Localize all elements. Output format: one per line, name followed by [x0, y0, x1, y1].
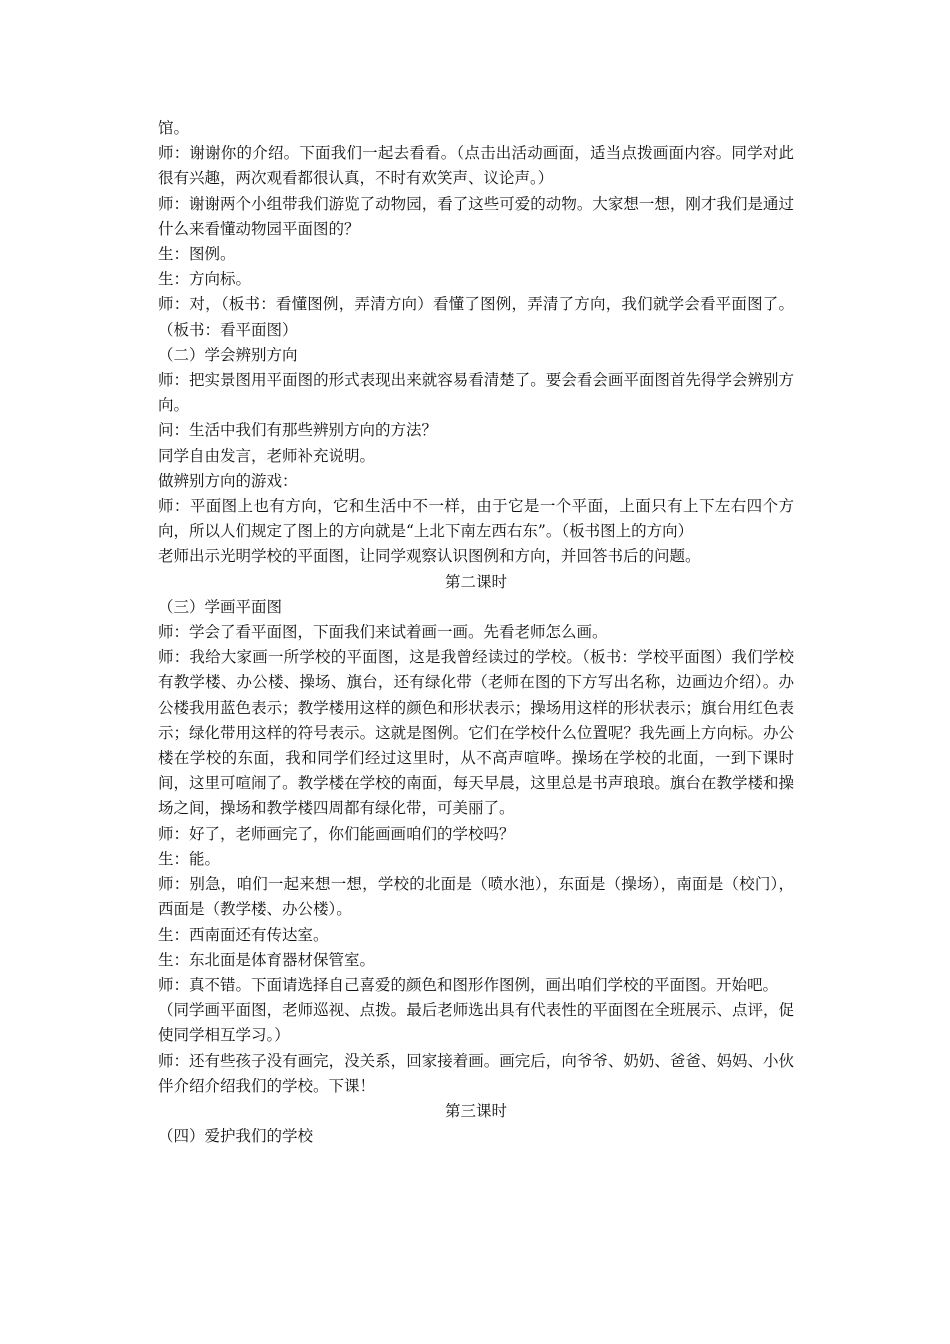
- paragraph-13: 老师出示光明学校的平面图，让同学观察认识图例和方向，并回答书后的问题。: [158, 547, 701, 566]
- paragraph-9: 问：生活中我们有那些辨别方向的方法？: [158, 421, 438, 440]
- lesson-heading-3: 第三课时: [444, 1101, 507, 1120]
- paragraph-5: 生：方向标。: [158, 270, 252, 289]
- paragraph-3: 师：谢谢两个小组带我们游览了动物园，看了这些可爱的动物。大家想一想，刚才我们是通过什么来看懂动物园平面图的？: [158, 194, 794, 238]
- paragraph-10: 同学自由发言，老师补充说明。: [158, 446, 376, 465]
- document-page: [158, 116, 794, 1149]
- paragraph-1: 馆。: [158, 119, 190, 137]
- paragraph-24: （同学画平面图，老师巡视、点拨。最后老师选出具有代表性的平面图在全班展示、点评，促使同学相互学习。）: [158, 1001, 794, 1045]
- paragraph-4: 生：图例。: [158, 245, 236, 264]
- lesson-heading-2: 第二课时: [444, 572, 507, 591]
- paragraph-18: 师：好了，老师画完了，你们能画画咱们的学校吗？: [158, 824, 515, 843]
- paragraph-6: 师：对，（板书：看懂图例，弄清方向）看懂了图例，弄清了方向，我们就学会看平面图了。（板书：看平面图）: [158, 295, 794, 339]
- paragraph-22: 生：东北面是体育器材保管室。: [158, 950, 376, 969]
- section-heading-4: （四）爱护我们的学校: [158, 1127, 314, 1146]
- section-heading-3: （三）学画平面图: [158, 597, 283, 616]
- paragraph-8: 师：把实景图用平面图的形式表现出来就容易看清楚了。要会看会画平面图首先得学会辨别方向。: [158, 371, 794, 415]
- paragraph-16: 师：学会了看平面图，下面我们来试着画一画。先看老师怎么画。: [158, 623, 608, 642]
- paragraph-19: 生：能。: [158, 849, 221, 868]
- paragraph-25: 师：还有些孩子没有画完，没关系，回家接着画。画完后，向爷爷、奶奶、爸爸、妈妈、小伙伴介绍介绍我们的学校。下课！: [158, 1051, 794, 1095]
- section-heading-2: （二）学会辨别方向: [158, 345, 298, 364]
- paragraph-12: 师：平面图上也有方向，它和生活中不一样，由于它是一个平面，上面只有上下左右四个方向，所以人们规定了图上的方向就是“上北下南左西右东”。（板书图上的方向）: [158, 497, 794, 541]
- paragraph-11: 做辨别方向的游戏：: [158, 471, 298, 490]
- paragraph-23: 师：真不错。下面请选择自己喜爱的颜色和图形作图例，画出咱们学校的平面图。开始吧。: [158, 975, 779, 994]
- paragraph-2: 师：谢谢你的介绍。下面我们一起去看看。（点击出活动画面，适当点拨画面内容。同学对此很有兴趣，两次观看都很认真，不时有欢笑声、议论声。）: [158, 144, 794, 188]
- paragraph-17: 师：我给大家画一所学校的平面图，这是我曾经读过的学校。（板书：学校平面图）我们学校有教学楼、办公楼、操场、旗台，还有绿化带（老师在图的下方写出名称，边画边介绍）。办公楼我用蓝色表示；教学楼用这样的颜色和形状表示；操场用这样的形状表示；旗台用红色表示；绿化带用这样的符号表示。这就是图例。它们在学校什么位置呢？我先画上方向标。办公楼在学校的东面，我和同学们经过这里时，从不高声喧哗。操场在学校的北面，一到下课时间，这里可喧闹了。教学楼在学校的南面，每天早晨，这里总是书声琅琅。旗台在教学楼和操场之间，操场和教学楼四周都有绿化带，可美丽了。: [158, 648, 794, 818]
- paragraph-21: 生：西南面还有传达室。: [158, 925, 329, 944]
- paragraph-20: 师：别急，咱们一起来想一想，学校的北面是（喷水池），东面是（操场），南面是（校门），西面是（教学楼、办公楼）。: [158, 875, 794, 919]
